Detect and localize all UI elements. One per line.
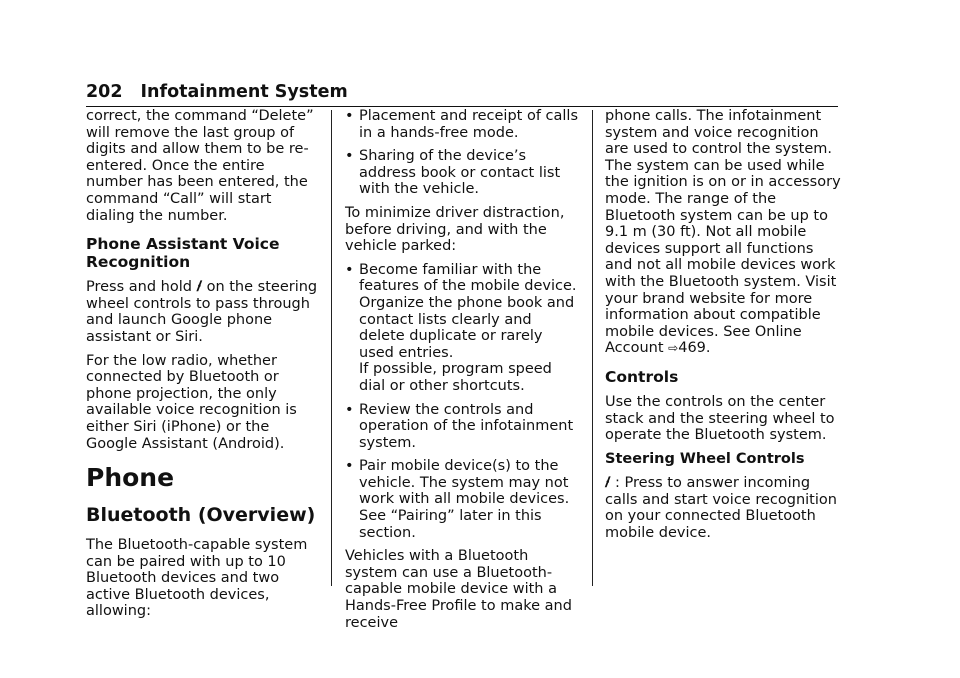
paragraph: [605, 108, 841, 357]
paragraph: Vehicles with a Bluetooth system can use a Bluetooth-capable mobile device with a Hands-Free Profile to make and receive: [345, 548, 572, 631]
bullet-icon: •: [345, 148, 354, 165]
paragraph: The Bluetooth-capable system can be paired with up to 10 Bluetooth devices and two active Bluetooth devices, allowing:: [86, 537, 308, 620]
text: on the steering wheel controls to pass through and launch Google phone assistant or Siri.: [86, 279, 318, 345]
paragraph: [86, 279, 322, 345]
text: Press and hold: [86, 279, 197, 296]
column-2: [345, 108, 581, 638]
page-header: [86, 80, 838, 107]
bullet-icon: •: [345, 458, 354, 475]
voice-recognition-icon: ⹊: [605, 475, 611, 492]
column-divider: [331, 110, 332, 586]
bullet-icon: •: [345, 108, 354, 124]
list-item: [345, 402, 581, 452]
page-reference-arrow-icon: ⇨: [668, 341, 679, 356]
list-item-text: Become familiar with the features of the mobile device. Organize the phone book and contact lists clearly and delete duplicate or rarely used entries.: [359, 261, 577, 361]
heading-controls: Controls: [605, 367, 679, 386]
text: phone calls. The infotainment system and voice recognition are used to control the system. The system can be used while the ignition is on or in accessory mode. The range of the Bluetooth system can be up to 9.1 m (30 ft). Not all mobile devices support all functions and not all mobile devices work with the Bluetooth system. Visit your brand website for more information about compatible mobile devices. See Online Account: [605, 108, 841, 357]
section-title: Infotainment System: [140, 82, 348, 102]
bullet-icon: •: [345, 261, 354, 278]
list-item-text: Placement and receipt of calls in a hands-free mode.: [359, 108, 579, 141]
list-item: [345, 108, 581, 141]
column-divider: [592, 110, 593, 586]
paragraph: For the low radio, whether connected by Bluetooth or phone projection, the only available voice recognition is either Siri (iPhone) or the Google Assistant (Android).: [86, 352, 297, 452]
list-item-text: Review the controls and operation of the infotainment system.: [359, 401, 574, 451]
list-item: [345, 148, 581, 198]
column-1: [86, 108, 322, 627]
paragraph: To minimize driver distraction, before driving, and with the vehicle parked:: [345, 204, 565, 255]
heading-phone-assistant: Phone Assistant Voice Recognition: [86, 235, 280, 272]
subheading-steering-wheel-controls: Steering Wheel Controls: [605, 450, 805, 467]
heading-bluetooth-overview: Bluetooth (Overview): [86, 504, 316, 527]
paragraph: correct, the command “Delete” will remove the last group of digits and allow them to be re-entered. Once the entire number has been entered, the command “Call” will start dialing the number.: [86, 108, 314, 224]
page-reference[interactable]: 469.: [678, 340, 711, 357]
page-number: 202: [86, 82, 123, 102]
list-item-text: Pair mobile device(s) to the vehicle. The system may not work with all mobile devices. See “Pairing” later in this section.: [359, 458, 570, 541]
bullet-icon: •: [345, 401, 354, 418]
list-item: [345, 262, 581, 395]
heading-phone: Phone: [86, 463, 175, 493]
paragraph: [605, 475, 841, 541]
list-item-text: If possible, program speed dial or other shortcuts.: [359, 361, 552, 394]
paragraph: Use the controls on the center stack and the steering wheel to operate the Bluetooth system.: [605, 393, 835, 444]
list-item: [345, 458, 581, 541]
list-item-text: Sharing of the device’s address book or contact list with the vehicle.: [359, 148, 561, 198]
voice-recognition-icon: ⹊: [196, 279, 202, 296]
text: : Press to answer incoming calls and start voice recognition on your connected Bluetooth mobile device.: [605, 475, 837, 542]
column-3: [605, 108, 841, 549]
